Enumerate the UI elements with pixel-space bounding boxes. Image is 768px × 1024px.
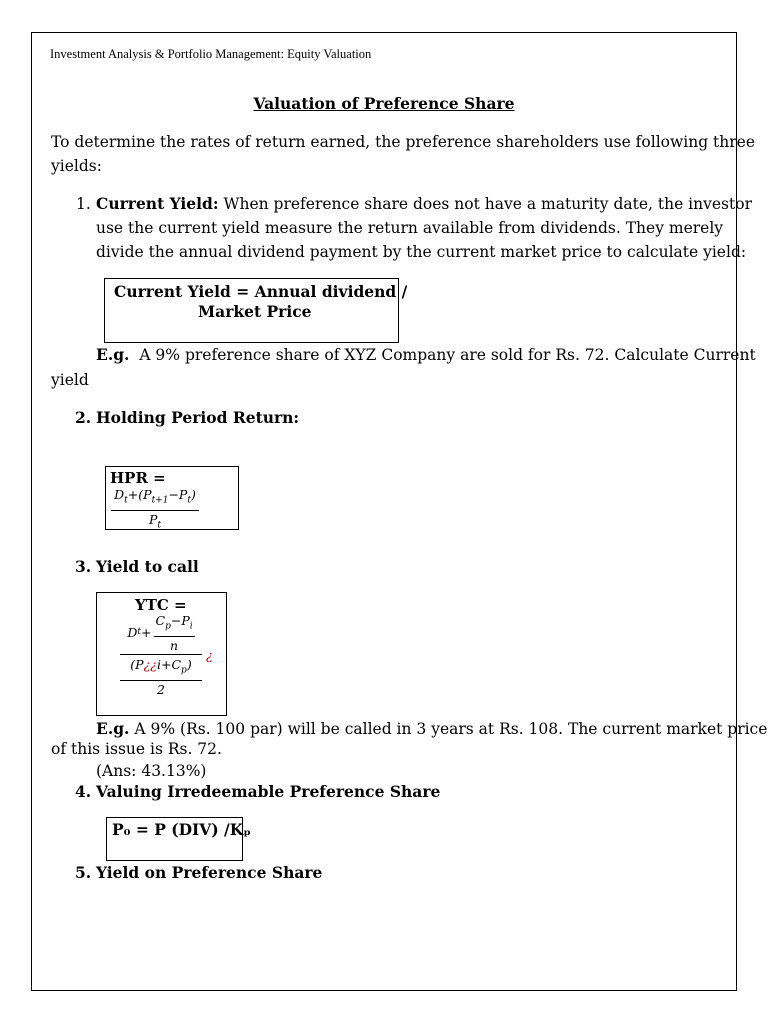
item-5-number: 5. xyxy=(75,863,92,882)
item-3-number: 3. xyxy=(75,557,92,576)
item-5-label: Yield on Preference Share xyxy=(96,863,323,882)
item-1-line-2: use the current yield measure the return available from dividends. They merely xyxy=(96,219,724,237)
item-2-number: 2. xyxy=(75,408,92,427)
item-4-number: 4. xyxy=(75,782,92,801)
running-header: Investment Analysis & Portfolio Management: Equity Valuation xyxy=(50,47,372,61)
page-title: Valuation of Preference Share xyxy=(253,94,515,113)
item-1-text: When preference share does not have a maturity date, the investor xyxy=(218,195,752,213)
item-1-line-1 xyxy=(96,192,752,216)
current-yield-formula-line-1: Current Yield = Annual dividend / xyxy=(114,282,408,301)
item-4-label: Valuing Irredeemable Preference Share xyxy=(96,782,441,801)
item-3-label: Yield to call xyxy=(96,557,199,576)
ytc-fraction: D t + $\frac{C_p-P_i}{n}$ $(P¿¿i+C_p)$ 2 ¿ xyxy=(120,612,213,698)
item-3-answer: (Ans: 43.13%) xyxy=(96,762,207,780)
example-label: E.g. xyxy=(96,345,130,364)
current-yield-formula-line-2: Market Price xyxy=(198,302,312,321)
hpr-formula-label: HPR = xyxy=(110,469,166,487)
intro-line-2: yields: xyxy=(51,157,102,175)
hpr-fraction: $\frac{D_t+(P_{t+1}-P_t)}{P_t}$ xyxy=(111,486,199,534)
ytc-formula-label: YTC = xyxy=(135,596,187,614)
intro-line-1: To determine the rates of return earned, the preference shareholders use following three xyxy=(51,133,756,151)
item-3-example-line-2: of this issue is Rs. 72. xyxy=(51,740,222,758)
item-1-label: Current Yield: xyxy=(96,194,219,213)
item-1-example-line-1 xyxy=(96,343,756,367)
item-3-example-text: A 9% (Rs. 100 par) will be called in 3 years at Rs. 108. The current market price xyxy=(134,720,768,738)
item-1-number: 1. xyxy=(76,195,91,213)
item-1-line-3: divide the annual dividend payment by the current market price to calculate yield: xyxy=(96,243,747,261)
irredeemable-formula: P₀ = P (DIV) /Kₚ xyxy=(112,820,251,839)
item-1-example-text: A 9% preference share of XYZ Company are sold for Rs. 72. Calculate Current xyxy=(139,346,756,364)
item-2-label: Holding Period Return: xyxy=(96,408,300,427)
item-1-example-line-2: yield xyxy=(51,371,89,389)
example-label: E.g. xyxy=(96,719,130,738)
